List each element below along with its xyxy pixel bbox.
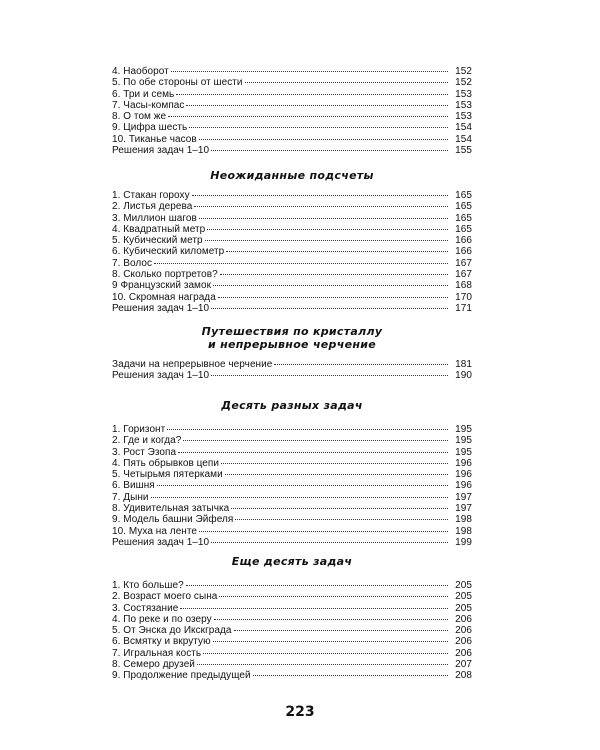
toc-entry — [112, 258, 472, 269]
toc-entry-title: 1. Стакан гороху — [112, 190, 190, 201]
dot-leader — [189, 127, 448, 128]
toc-section-ten-more-problems — [112, 555, 472, 682]
toc-entry-page: 165 — [455, 223, 472, 235]
toc-entry — [112, 625, 472, 636]
toc-entry — [112, 359, 472, 370]
dot-leader — [213, 641, 448, 642]
toc-entry — [112, 447, 472, 458]
dot-leader — [235, 519, 448, 520]
dot-leader — [178, 452, 448, 453]
toc-entry-page: 166 — [455, 246, 472, 258]
toc-entry-title: 5. Четырьмя пятерками — [112, 469, 223, 481]
toc-entry-page: 152 — [455, 66, 472, 77]
dot-leader — [151, 497, 448, 498]
toc-entry-title: 5. От Энска до Икскграда — [112, 625, 232, 637]
dot-leader — [207, 229, 448, 230]
toc-entry — [112, 424, 472, 435]
toc-entry — [112, 89, 472, 100]
toc-entry — [112, 648, 472, 659]
toc-entry-page: 205 — [455, 591, 472, 603]
toc-entry-page: 153 — [455, 99, 472, 111]
toc-entry — [112, 636, 472, 647]
toc-entry — [112, 603, 472, 614]
toc-entry-title: Решения задач 1–10 — [112, 145, 210, 157]
toc-entry-page: 195 — [455, 446, 472, 458]
toc-entry — [112, 280, 472, 291]
toc-entry-page: 166 — [455, 235, 472, 247]
toc-entry-title: 9. Модель башни Эйфеля — [112, 514, 234, 526]
toc-entry-title: 7. Волос — [112, 257, 153, 269]
section-heading: Еще десять задач — [231, 555, 353, 568]
toc-entry — [112, 614, 472, 625]
toc-entry-title: 10. Муха на ленте — [112, 525, 198, 537]
toc-entry-title: 8. Сколько портретов? — [112, 269, 218, 281]
toc-entry — [112, 580, 472, 591]
toc-entry — [112, 224, 472, 235]
toc-entry-title: 8. О том же — [112, 111, 167, 123]
dot-leader — [176, 94, 448, 95]
toc-entry-page: 198 — [455, 525, 472, 537]
dot-leader — [214, 619, 448, 620]
dot-leader — [199, 139, 448, 140]
toc-entry-title: 8. Семеро друзей — [112, 659, 195, 671]
toc-section-crystal-travel — [112, 325, 472, 382]
toc-entry-page: 199 — [455, 536, 472, 548]
toc-entry-title: 4. Квадратный метр — [112, 223, 206, 235]
toc-entry-page: 154 — [455, 133, 472, 145]
toc-entry-title: 3. Рост Эзопа — [112, 446, 177, 458]
toc-entry — [112, 303, 472, 314]
toc-entry — [112, 235, 472, 246]
toc-entry-page: 154 — [455, 122, 472, 134]
dot-leader — [245, 82, 448, 83]
toc-entry-title: 3. Состязание — [112, 602, 179, 614]
toc-entry-page: 168 — [455, 280, 472, 292]
toc-entry-title: 5. Кубический метр — [112, 235, 203, 247]
dot-leader — [211, 542, 448, 543]
toc-entry-page: 165 — [455, 190, 472, 201]
toc-entry-page: 206 — [455, 636, 472, 648]
toc-entry-page: 165 — [455, 212, 472, 224]
page-number: 223 — [285, 704, 315, 720]
toc-entry — [112, 370, 472, 381]
toc-entry — [112, 111, 472, 122]
toc-entry-page: 167 — [455, 269, 472, 281]
dot-leader — [203, 653, 448, 654]
toc-entry-page: 153 — [455, 88, 472, 100]
dot-leader — [211, 308, 448, 309]
dot-leader — [211, 150, 448, 151]
dot-leader — [194, 206, 448, 207]
dot-leader — [225, 474, 448, 475]
toc-entry — [112, 201, 472, 212]
dot-leader — [186, 585, 448, 586]
toc-entry-page: 152 — [455, 77, 472, 89]
toc-entry — [112, 537, 472, 548]
dot-leader — [157, 485, 448, 486]
toc-entry — [112, 77, 472, 88]
toc-entry-page: 207 — [455, 659, 472, 671]
toc-entry-title: 2. Где и когда? — [112, 435, 182, 447]
toc-entry-page: 171 — [455, 302, 472, 314]
dot-leader — [213, 285, 448, 286]
toc-entry-page: 206 — [455, 625, 472, 637]
toc-entry — [112, 435, 472, 446]
toc-entry-page: 197 — [455, 491, 472, 503]
toc-entry — [112, 122, 472, 133]
toc-entry-page: 206 — [455, 647, 472, 659]
dot-leader — [231, 508, 448, 509]
toc-entry-page: 205 — [455, 580, 472, 591]
toc-entry-title: 2. Возраст моего сына — [112, 591, 218, 603]
toc-entry-title: 9 Французский замок — [112, 280, 212, 292]
toc-section-unexpected-counts — [112, 169, 472, 314]
toc-entry-page: 196 — [455, 457, 472, 469]
toc-entry-page: 170 — [455, 291, 472, 303]
toc-entry — [112, 213, 472, 224]
section-heading: Десять разных задач — [221, 399, 363, 412]
toc-entry-title: 6. Три и семь — [112, 88, 175, 100]
toc-entry-title: 9. Цифра шесть — [112, 122, 188, 134]
toc-entry-title: 1. Кто больше? — [112, 580, 184, 591]
toc-entry-title: 2. Листья дерева — [112, 201, 193, 213]
toc-entry-title: 6. Кубический километр — [112, 246, 225, 258]
toc-entry-title: 7. Часы-компас — [112, 99, 185, 111]
toc-entry-title: Решения задач 1–10 — [112, 370, 210, 382]
toc-entry-page: 197 — [455, 503, 472, 515]
dot-leader — [226, 251, 448, 252]
toc-entry — [112, 269, 472, 280]
toc-entry — [112, 503, 472, 514]
toc-entry-title: 5. По обе стороны от шести — [112, 77, 243, 89]
toc-entry-title: Решения задач 1–10 — [112, 302, 210, 314]
dot-leader — [274, 364, 448, 365]
toc-entry-page: 208 — [455, 670, 472, 682]
toc-entry — [112, 134, 472, 145]
toc-entry — [112, 659, 472, 670]
toc-entry-title: 4. Пять обрывков цепи — [112, 457, 220, 469]
toc-entry-title: 3. Миллион шагов — [112, 212, 197, 224]
dot-leader — [220, 274, 448, 275]
toc-entry — [112, 292, 472, 303]
toc-entry — [112, 514, 472, 525]
toc-entry-title: Задачи на непрерывное черчение — [112, 359, 273, 370]
toc-entry — [112, 480, 472, 491]
toc-entry-title: 7. Дыни — [112, 491, 149, 503]
toc-entry-page: 195 — [455, 424, 472, 435]
toc-entry-page: 206 — [455, 613, 472, 625]
toc-entry-title: 6. Всмятку и вкрутую — [112, 636, 211, 648]
toc-entry-title: 6. Вишня — [112, 480, 155, 492]
toc-entry — [112, 591, 472, 602]
dot-leader — [168, 116, 448, 117]
dot-leader — [183, 440, 448, 441]
toc-entry — [112, 458, 472, 469]
section-heading-line-2: и непрерывное черчение — [207, 338, 377, 351]
toc-entry-page: 190 — [455, 370, 472, 382]
toc-entry-title: Решения задач 1–10 — [112, 536, 210, 548]
toc-entry — [112, 492, 472, 503]
dot-leader — [192, 195, 448, 196]
toc-entry — [112, 190, 472, 201]
dot-leader — [221, 463, 448, 464]
toc-entry-page: 198 — [455, 514, 472, 526]
toc-entry-title: 7. Игральная кость — [112, 647, 202, 659]
toc-entry-title: 8. Удивительная затычка — [112, 503, 230, 515]
toc-entry — [112, 469, 472, 480]
toc-entry-page: 153 — [455, 111, 472, 123]
dot-leader — [197, 664, 448, 665]
dot-leader — [199, 218, 448, 219]
toc-entry-page: 196 — [455, 469, 472, 481]
toc-entry — [112, 526, 472, 537]
toc-entry — [112, 670, 472, 681]
toc-entry-page: 165 — [455, 201, 472, 213]
dot-leader — [234, 630, 449, 631]
dot-leader — [199, 531, 448, 532]
toc-entry-page: 155 — [455, 145, 472, 157]
dot-leader — [171, 71, 448, 72]
toc-section-continued — [112, 66, 472, 156]
section-heading: Неожиданные подсчеты — [210, 169, 374, 182]
toc-entry-title: 9. Продолжение предыдущей — [112, 670, 251, 682]
dot-leader — [211, 375, 448, 376]
dot-leader — [205, 240, 448, 241]
toc-entry-title: 10. Тиканье часов — [112, 133, 197, 145]
toc-section-ten-various-problems — [112, 399, 472, 548]
toc-entry-page: 195 — [455, 435, 472, 447]
toc-entry-page: 181 — [455, 359, 472, 370]
toc-entry — [112, 66, 472, 77]
dot-leader — [218, 297, 448, 298]
toc-entry — [112, 100, 472, 111]
toc-entry-title: 4. Наоборот — [112, 66, 169, 77]
toc-entry-title: 10. Скромная награда — [112, 291, 216, 303]
section-heading: Путешествия по кристаллу — [201, 325, 383, 338]
toc-entry-page: 167 — [455, 257, 472, 269]
dot-leader — [186, 105, 448, 106]
dot-leader — [219, 596, 448, 597]
toc-entry-title: 4. По реке и по озеру — [112, 613, 212, 625]
toc-entry-title: 1. Горизонт — [112, 424, 166, 435]
toc-entry-page: 205 — [455, 602, 472, 614]
toc-entry — [112, 145, 472, 156]
toc-entry-page: 196 — [455, 480, 472, 492]
dot-leader — [180, 608, 448, 609]
dot-leader — [154, 263, 448, 264]
dot-leader — [167, 429, 448, 430]
dot-leader — [253, 675, 448, 676]
toc-entry — [112, 246, 472, 257]
